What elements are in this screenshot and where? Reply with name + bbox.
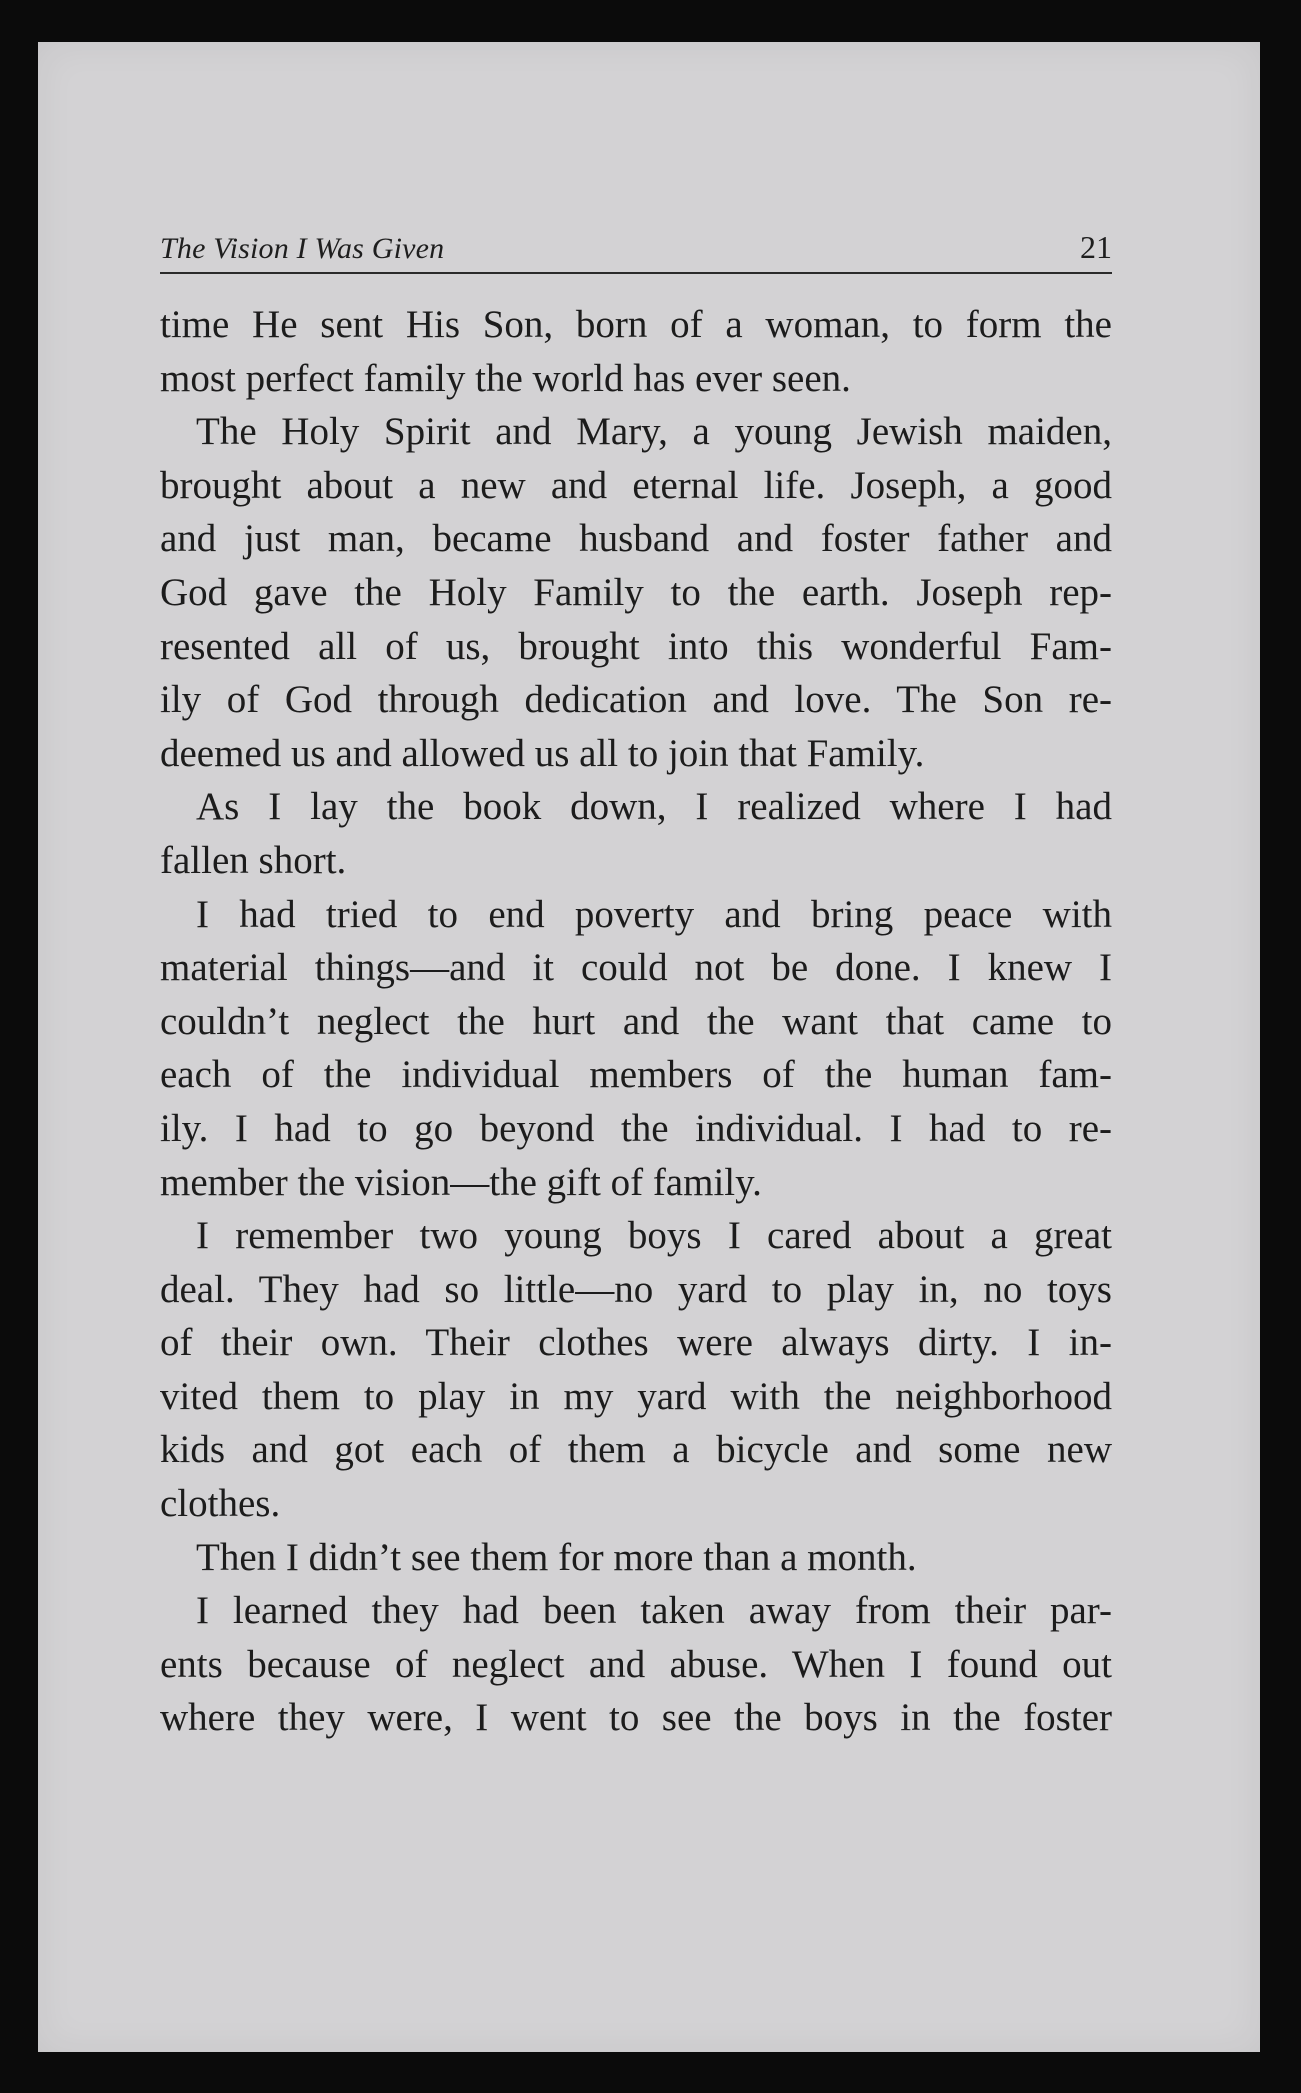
- text-line: of their own. Their clothes were always dirty. I in-: [160, 1321, 1112, 1365]
- text-line: each of the individual members of the human fam-: [160, 1053, 1112, 1097]
- page-number: 21: [1080, 229, 1112, 265]
- text-line: couldn’t neglect the hurt and the want that came to: [160, 999, 1112, 1043]
- text-line: resented all of us, brought into this wonderful Fam-: [160, 624, 1112, 668]
- text-line: brought about a new and eternal life. Joseph, a good: [160, 463, 1112, 507]
- text-line: ily. I had to go beyond the individual. I had to re-: [160, 1106, 1112, 1150]
- paragraph: [160, 298, 1112, 405]
- text-line: kids and got each of them a bicycle and some new: [160, 1428, 1112, 1472]
- text-line: deemed us and allowed us all to join that Family.: [160, 731, 925, 775]
- text-line: Then I didn’t see them for more than a month.: [196, 1535, 917, 1579]
- text-line: As I lay the book down, I realized where I had: [196, 785, 1112, 829]
- text-line: vited them to play in my yard with the neighborhood: [160, 1374, 1112, 1418]
- text-line: most perfect family the world has ever seen.: [160, 356, 851, 400]
- paragraph: [160, 405, 1112, 780]
- text-line: member the vision—the gift of family.: [160, 1160, 762, 1204]
- text-line: time He sent His Son, born of a woman, to form the: [160, 303, 1112, 346]
- body-text: [160, 298, 1112, 1745]
- text-line: I learned they had been taken away from their par-: [196, 1589, 1112, 1633]
- text-line: ents because of neglect and abuse. When I found out: [160, 1642, 1112, 1686]
- text-line: material things—and it could not be done. I knew I: [160, 946, 1112, 990]
- text-line: ily of God through dedication and love. The Son re-: [160, 678, 1112, 722]
- text-line: God gave the Holy Family to the earth. Joseph rep-: [160, 570, 1112, 614]
- text-line: deal. They had so little—no yard to play in, no toys: [160, 1267, 1112, 1311]
- paragraph: [160, 780, 1112, 887]
- running-head: [160, 222, 1112, 274]
- paragraph: [160, 888, 1112, 1210]
- text-line: and just man, became husband and foster father and: [160, 517, 1112, 561]
- text-line: clothes.: [160, 1482, 281, 1526]
- text-line: I had tried to end poverty and bring peace with: [196, 892, 1112, 936]
- paragraph: [160, 1584, 1112, 1745]
- text-line: I remember two young boys I cared about a great: [196, 1214, 1112, 1258]
- running-head-title: The Vision I Was Given: [160, 232, 445, 265]
- paragraph: [160, 1531, 1112, 1585]
- paragraph: [160, 1209, 1112, 1531]
- text-line: where they were, I went to see the boys in the foster: [160, 1696, 1112, 1740]
- text-line: The Holy Spirit and Mary, a young Jewish maiden,: [196, 410, 1112, 454]
- text-line: fallen short.: [160, 838, 347, 882]
